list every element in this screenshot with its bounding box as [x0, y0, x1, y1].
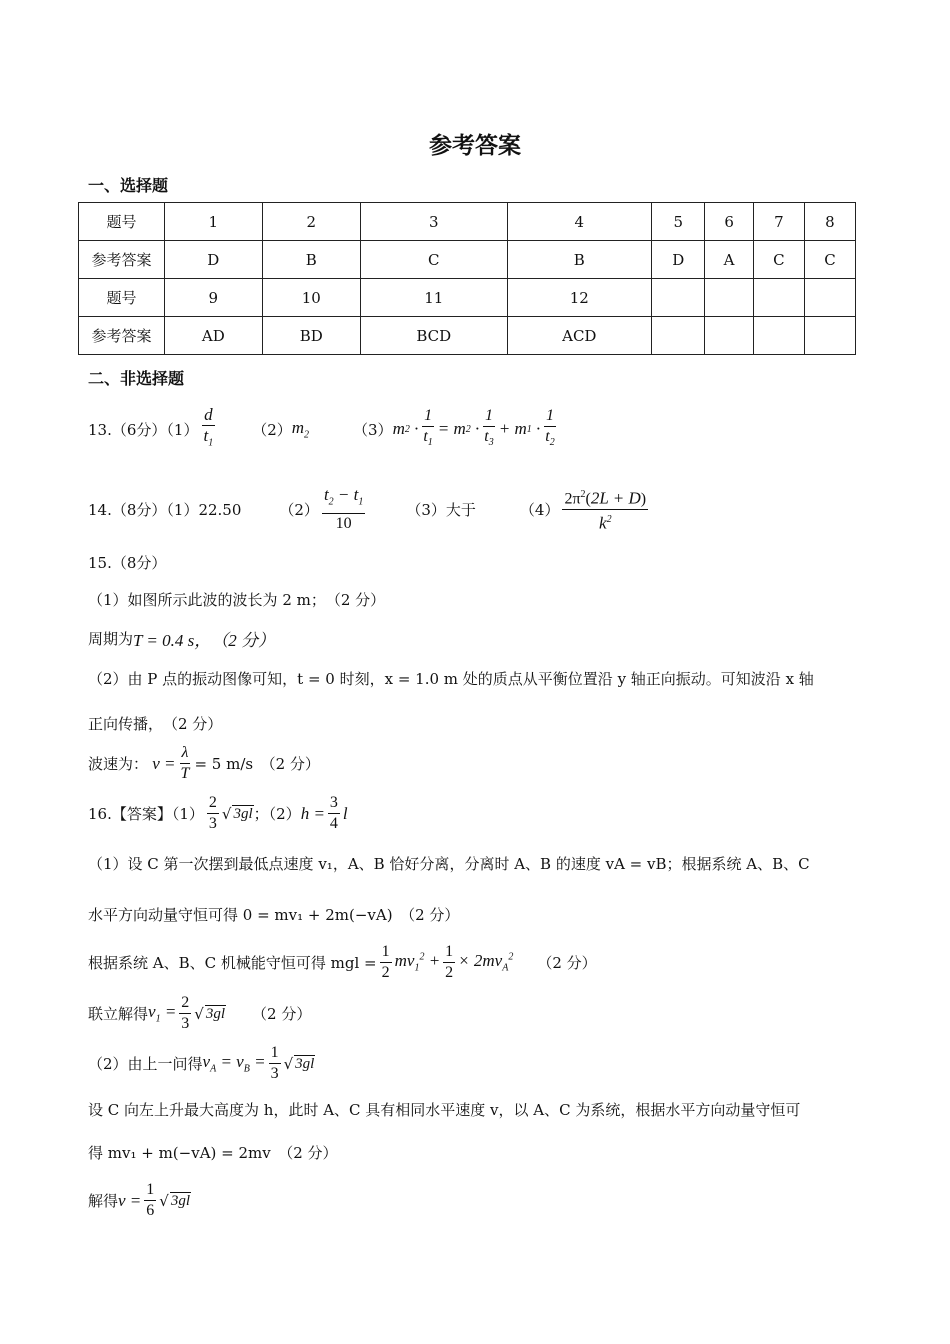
table-cell: 4 [507, 203, 652, 241]
q15-head: 15.（8分） [88, 554, 167, 572]
q16-line-7: 得 mv₁ + m(−vA) = 2mv （2 分） [88, 1144, 338, 1162]
q16-line-3: 根据系统 A、B、C 机械能守恒可得 mgl = $\frac{1}{2}$ $mv_1^2$ + $\frac{1}{2}$ × $2mv_A^2$ （2 分） [88, 943, 597, 981]
page-title: 参考答案 [429, 132, 521, 159]
table-cell: C [753, 241, 804, 279]
table-cell: 10 [262, 279, 360, 317]
q16-line-8: 解得 v = $\frac{1}{6}$ √ 3gl [88, 1181, 191, 1219]
q14-head: 14.（8分）（1）22.50 [88, 500, 242, 519]
q13-formula-2: $m_2$ [291, 418, 310, 441]
q16-head-line: 16.【答案】（1） $\frac{2}{3}$ √ 3gl ；（2） h = $\frac{3}{4}$ l [88, 794, 348, 832]
table-row [79, 279, 856, 317]
q16-line-2: 水平方向动量守恒可得 0 = mv₁ + 2m(−vA) （2 分） [88, 906, 460, 924]
table-cell: D [165, 241, 263, 279]
table-cell: 题号 [79, 279, 165, 317]
table-row [79, 241, 856, 279]
q16-line-3-text: 根据系统 A、B、C 机械能守恒可得 mgl = [88, 954, 377, 972]
q15-line-5-formula: = 5 m/s （2 分） [194, 755, 320, 773]
q15-line-2-text: 周期为 [88, 630, 134, 648]
table-cell: ACD [507, 317, 652, 355]
q15-line-5: 波速为： v = $\frac{\lambda}{T}$ = 5 m/s （2 分） [88, 744, 320, 782]
table-cell: 12 [507, 279, 652, 317]
q15-line-2-formula: T = 0.4 s， （2 分） [133, 631, 276, 650]
q14-part3: （3）大于 [406, 500, 476, 519]
table-row [79, 203, 856, 241]
q13-formula-1: $\frac{d}{t_1}$ [203, 405, 214, 449]
q13-formula-3: m 2 · $\frac{1}{t_1}$ = m 2 · $\frac{1}{t_3}$ + m 1 · $\frac{1}{t_2}$ [392, 406, 555, 448]
q16-line-4: 联立解得 $v_1$ = $\frac{2}{3}$ √ 3gl （2 分） [88, 994, 312, 1032]
table-cell: 9 [165, 279, 263, 317]
table-cell: BD [262, 317, 360, 355]
q16-line-3-score: （2 分） [537, 954, 597, 972]
q15-line-1: （1）如图所示此波的波长为 2 m； （2 分） [88, 591, 386, 609]
section-nonchoice-heading: 二、非选择题 [88, 369, 185, 388]
table-cell [652, 279, 705, 317]
table-cell: C [804, 241, 855, 279]
q14-part4: （4） [519, 500, 560, 519]
table-cell: 11 [361, 279, 507, 317]
table-cell: C [361, 241, 507, 279]
q16-line-8-text: 解得 [88, 1192, 119, 1210]
table-cell: 参考答案 [79, 317, 165, 355]
q16-head2: ；（2） [253, 805, 301, 823]
table-cell [753, 317, 804, 355]
q16-line-4-score: （2 分） [252, 1005, 312, 1023]
table-row [79, 317, 856, 355]
q16-line-5: （2）由上一问得 $v_A = v_B$ = $\frac{1}{3}$ √ 3gl [88, 1044, 315, 1082]
table-cell [804, 279, 855, 317]
q13-line [88, 405, 560, 453]
q16-line-5-text: （2）由上一问得 [88, 1055, 203, 1073]
q14-formula-4: $\frac{2\pi^2(2L + D)}{k^2}$ [562, 485, 648, 534]
table-cell: 1 [165, 203, 263, 241]
table-cell: 2 [262, 203, 360, 241]
table-cell [804, 317, 855, 355]
q15-line-4: 正向传播， （2 分） [88, 715, 223, 733]
table-cell: D [652, 241, 705, 279]
table-cell: 3 [361, 203, 507, 241]
table-cell: AD [165, 317, 263, 355]
q13-part2: （2） [252, 420, 292, 439]
q13-head: 13.（6分）（1） [88, 420, 199, 439]
table-cell: 8 [804, 203, 855, 241]
q14-formula-2: $\frac{t_2 - t_1}{10}$ [323, 485, 364, 532]
table-cell: 参考答案 [79, 241, 165, 279]
q14-line [88, 485, 651, 534]
table-cell: 题号 [79, 203, 165, 241]
q16-line-4-text: 联立解得 [88, 1005, 149, 1023]
q14-part2: （2） [279, 500, 319, 519]
q16-head: 16.【答案】（1） [88, 805, 204, 823]
table-cell [652, 317, 705, 355]
q13-part3: （3） [353, 420, 393, 439]
table-cell: B [507, 241, 652, 279]
table-cell [753, 279, 804, 317]
table-cell [705, 317, 753, 355]
table-cell: 7 [753, 203, 804, 241]
table-cell: A [705, 241, 753, 279]
table-cell: BCD [361, 317, 507, 355]
answer-table [78, 202, 856, 355]
q15-line-3: （2）由 P 点的振动图像可知，t = 0 时刻，x = 1.0 m 处的质点从平衡位置沿 y 轴正向振动。可知波沿 x 轴 [88, 670, 814, 688]
table-cell [705, 279, 753, 317]
q16-line-6: 设 C 向左上升最大高度为 h，此时 A、C 具有相同水平速度 v，以 A、C 为系统，根据水平方向动量守恒可 [88, 1101, 801, 1119]
table-cell: B [262, 241, 360, 279]
table-cell: 6 [705, 203, 753, 241]
q16-line-1: （1）设 C 第一次摆到最低点速度 v₁，A、B 恰好分离，分离时 A、B 的速度 vA = vB；根据系统 A、B、C [88, 855, 810, 873]
q15-line-5-text: 波速为： [88, 755, 149, 773]
section-choice-heading: 一、选择题 [88, 176, 169, 195]
table-cell: 5 [652, 203, 705, 241]
q15-line-2 [88, 626, 275, 651]
